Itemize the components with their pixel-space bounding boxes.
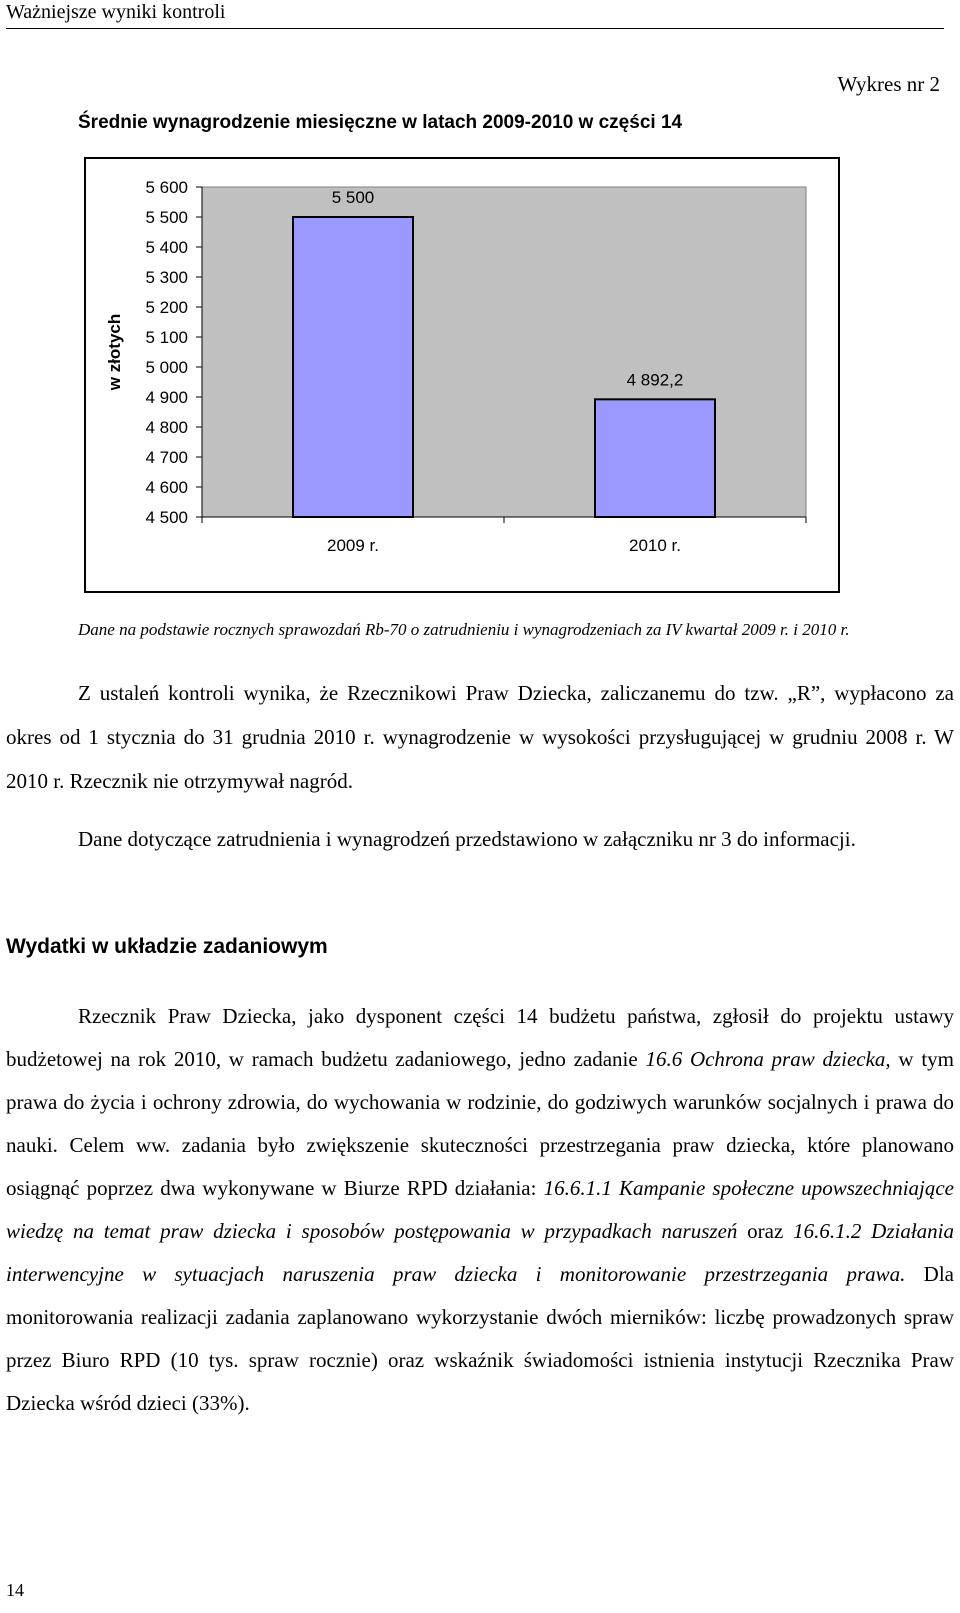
paragraph-task-budget [6, 995, 954, 1425]
y-tick-label: 5 600 [145, 178, 188, 197]
y-tick-label: 4 900 [145, 388, 188, 407]
x-category-label: 2009 r. [327, 536, 379, 555]
bar-1 [293, 217, 413, 517]
paragraph-task-budget-text-g: Dla monitorowania realizacji zadania zaplanowano wykorzystanie dwóch mierników: liczbę prowadzonych spraw przez Biuro RPD (10 tys. spraw rocznie) oraz wskaźnik świadomości istnienia instytucji Rzecznika Praw Dziecka wśród dzieci (33%). [6, 1262, 954, 1415]
page-number: 14 [6, 1580, 24, 1600]
y-axis-title: w złotych [105, 313, 124, 391]
paragraph-remuneration [6, 671, 954, 803]
chart-number: Wykres nr 2 [837, 72, 940, 96]
y-tick-label: 4 600 [145, 478, 188, 497]
task-name-16-6-1-1: 16.6.1.1 Kampanie społeczne upowszechniające wiedzę na temat praw dziecka i sposobów postępowania w przypadkach naruszeń [6, 1176, 955, 1243]
y-tick-label: 5 100 [145, 328, 188, 347]
paragraph-annex-text: Dane dotyczące zatrudnienia i wynagrodzeń przedstawiono w załączniku nr 3 do informacji. [78, 827, 856, 851]
data-label-2: 4 892,2 [626, 370, 684, 390]
y-tick-label: 5 000 [145, 358, 188, 377]
paragraph-task-budget-text-c: w tym prawa do życia i ochrony zdrowia, do wychowania w rodzinie, do godziwych warunków socjalnych i prawa do nauki. Celem ww. zadania było zwiększenie skuteczności przestrzegania praw dziecka, które planowano osiągnąć poprzez dwa wykonywane w Biurze RPD działania: [6, 1047, 954, 1200]
paragraph-remuneration-text: Z ustaleń kontroli wynika, że Rzecznikowi Praw Dziecka, zaliczanemu do tzw. „R”, wypłacono za okres od 1 stycznia do 31 grudnia 2010 r. wynagrodzenie w wysokości przysługującej w grudniu 2008 r. W 2010 r. Rzecznik nie otrzymywał nagród. [6, 681, 954, 793]
y-tick-label: 5 300 [145, 268, 188, 287]
chart-title: Średnie wynagrodzenie miesięczne w latach 2009-2010 w części 14 [78, 112, 683, 133]
y-tick-label: 4 500 [145, 508, 188, 527]
y-tick-label: 5 200 [145, 298, 188, 317]
x-category-label: 2010 r. [629, 536, 681, 555]
chart-svg [86, 159, 838, 591]
running-header: Ważniejsze wyniki kontroli [6, 0, 944, 29]
y-tick-label: 5 500 [145, 208, 188, 227]
bar-chart [84, 157, 840, 593]
y-tick-label: 4 800 [145, 418, 188, 437]
y-tick-label: 4 700 [145, 448, 188, 467]
task-name-16-6: 16.6 Ochrona praw dziecka, [645, 1047, 891, 1071]
chart-source-note: Dane na podstawie rocznych sprawozdań Rb-70 o zatrudnieniu i wynagrodzeniach za IV kwartał 2009 r. i 2010 r. [78, 620, 850, 639]
y-tick-label: 5 400 [145, 238, 188, 257]
bar-2 [595, 399, 715, 517]
paragraph-annex [6, 818, 954, 860]
paragraph-task-budget-text-e: oraz [737, 1219, 794, 1243]
data-label-1: 5 500 [331, 188, 375, 207]
section-heading: Wydatki w układzie zadaniowym [6, 935, 328, 958]
task-name-16-6-1-2: 16.6.1.2 Działania interwencyjne w sytuacjach naruszenia praw dziecka i monitorowanie przestrzegania prawa. [6, 1219, 955, 1286]
paragraph-task-budget-text-a: Rzecznik Praw Dziecka, jako dysponent części 14 budżetu państwa, zgłosił do projektu ustawy budżetowej na rok 2010, w ramach budżetu zadaniowego, jedno zadanie [6, 1004, 954, 1071]
